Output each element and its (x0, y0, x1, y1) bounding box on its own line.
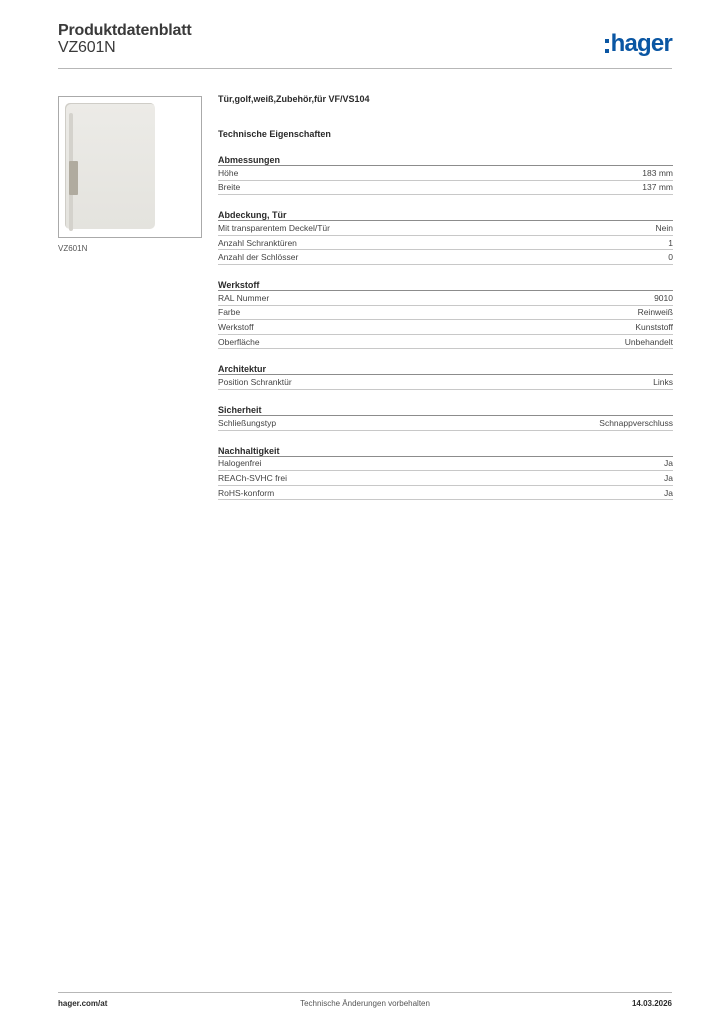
property-value: Reinweiß (637, 307, 673, 318)
product-description: Tür,golf,weiß,Zubehör,für VF/VS104 (218, 94, 370, 104)
section (218, 404, 673, 431)
property-row (218, 221, 673, 236)
section (218, 209, 673, 265)
property-value: Ja (664, 487, 673, 498)
technical-heading: Technische Eigenschaften (218, 129, 331, 139)
section-title: Nachhaltigkeit (218, 445, 673, 457)
property-row (218, 306, 673, 321)
property-value: Kunststoff (635, 321, 673, 332)
section (218, 363, 673, 390)
property-row (218, 486, 673, 501)
property-row (218, 416, 673, 431)
property-row (218, 236, 673, 251)
section-title: Abdeckung, Tür (218, 209, 673, 221)
property-value: Unbehandelt (624, 336, 673, 347)
property-label: Breite (218, 182, 241, 193)
property-row (218, 457, 673, 472)
property-label: Höhe (218, 167, 239, 178)
footer-website[interactable]: hager.com/at (58, 999, 108, 1008)
property-label: Werkstoff (218, 321, 254, 332)
property-row (218, 181, 673, 196)
property-label: Halogenfrei (218, 458, 262, 469)
property-row (218, 166, 673, 181)
property-label: RoHS-konform (218, 487, 275, 498)
logo-text: hager (610, 30, 672, 57)
footer-disclaimer: Technische Änderungen vorbehalten (300, 999, 430, 1008)
property-label: Anzahl der Schlösser (218, 252, 299, 263)
section (218, 279, 673, 349)
property-value: 0 (668, 252, 673, 263)
property-label: Anzahl Schranktüren (218, 237, 297, 248)
property-row (218, 250, 673, 265)
property-label: Farbe (218, 307, 241, 318)
property-value: 137 mm (642, 182, 673, 193)
property-value: Ja (664, 472, 673, 483)
property-row (218, 375, 673, 390)
property-row (218, 471, 673, 486)
property-label: Schließungstyp (218, 417, 277, 428)
header-divider (58, 68, 672, 69)
page-footer (58, 997, 672, 1011)
property-value: 9010 (654, 292, 673, 303)
section (218, 154, 673, 195)
section (218, 445, 673, 501)
property-label: Oberfläche (218, 336, 260, 347)
property-value: 183 mm (642, 167, 673, 178)
property-value: Links (653, 377, 673, 388)
property-row (218, 320, 673, 335)
property-row (218, 291, 673, 306)
page-header (58, 20, 672, 70)
property-value: Nein (655, 222, 673, 233)
property-sections (218, 154, 673, 500)
property-label: Mit transparentem Deckel/Tür (218, 222, 330, 233)
door-latch (69, 161, 78, 195)
footer-date: 14.03.2026 (631, 999, 672, 1008)
product-image (58, 96, 202, 238)
property-value: 1 (668, 237, 673, 248)
property-label: Position Schranktür (218, 377, 292, 388)
door-illustration (65, 103, 155, 229)
document-title: Produktdatenblatt (58, 22, 192, 39)
property-label: REACh-SVHC frei (218, 472, 287, 483)
product-details (218, 92, 673, 500)
logo-colon-mark (605, 39, 609, 53)
hager-logo (605, 29, 672, 59)
property-value: Ja (664, 458, 673, 469)
property-value: Schnappverschluss (599, 417, 673, 428)
property-row (218, 335, 673, 350)
section-title: Abmessungen (218, 154, 673, 166)
property-label: RAL Nummer (218, 292, 270, 303)
section-title: Werkstoff (218, 279, 673, 291)
image-caption: VZ601N (58, 244, 88, 253)
section-title: Sicherheit (218, 404, 673, 416)
footer-divider (58, 992, 672, 993)
product-number: VZ601N (58, 39, 116, 56)
section-title: Architektur (218, 363, 673, 375)
